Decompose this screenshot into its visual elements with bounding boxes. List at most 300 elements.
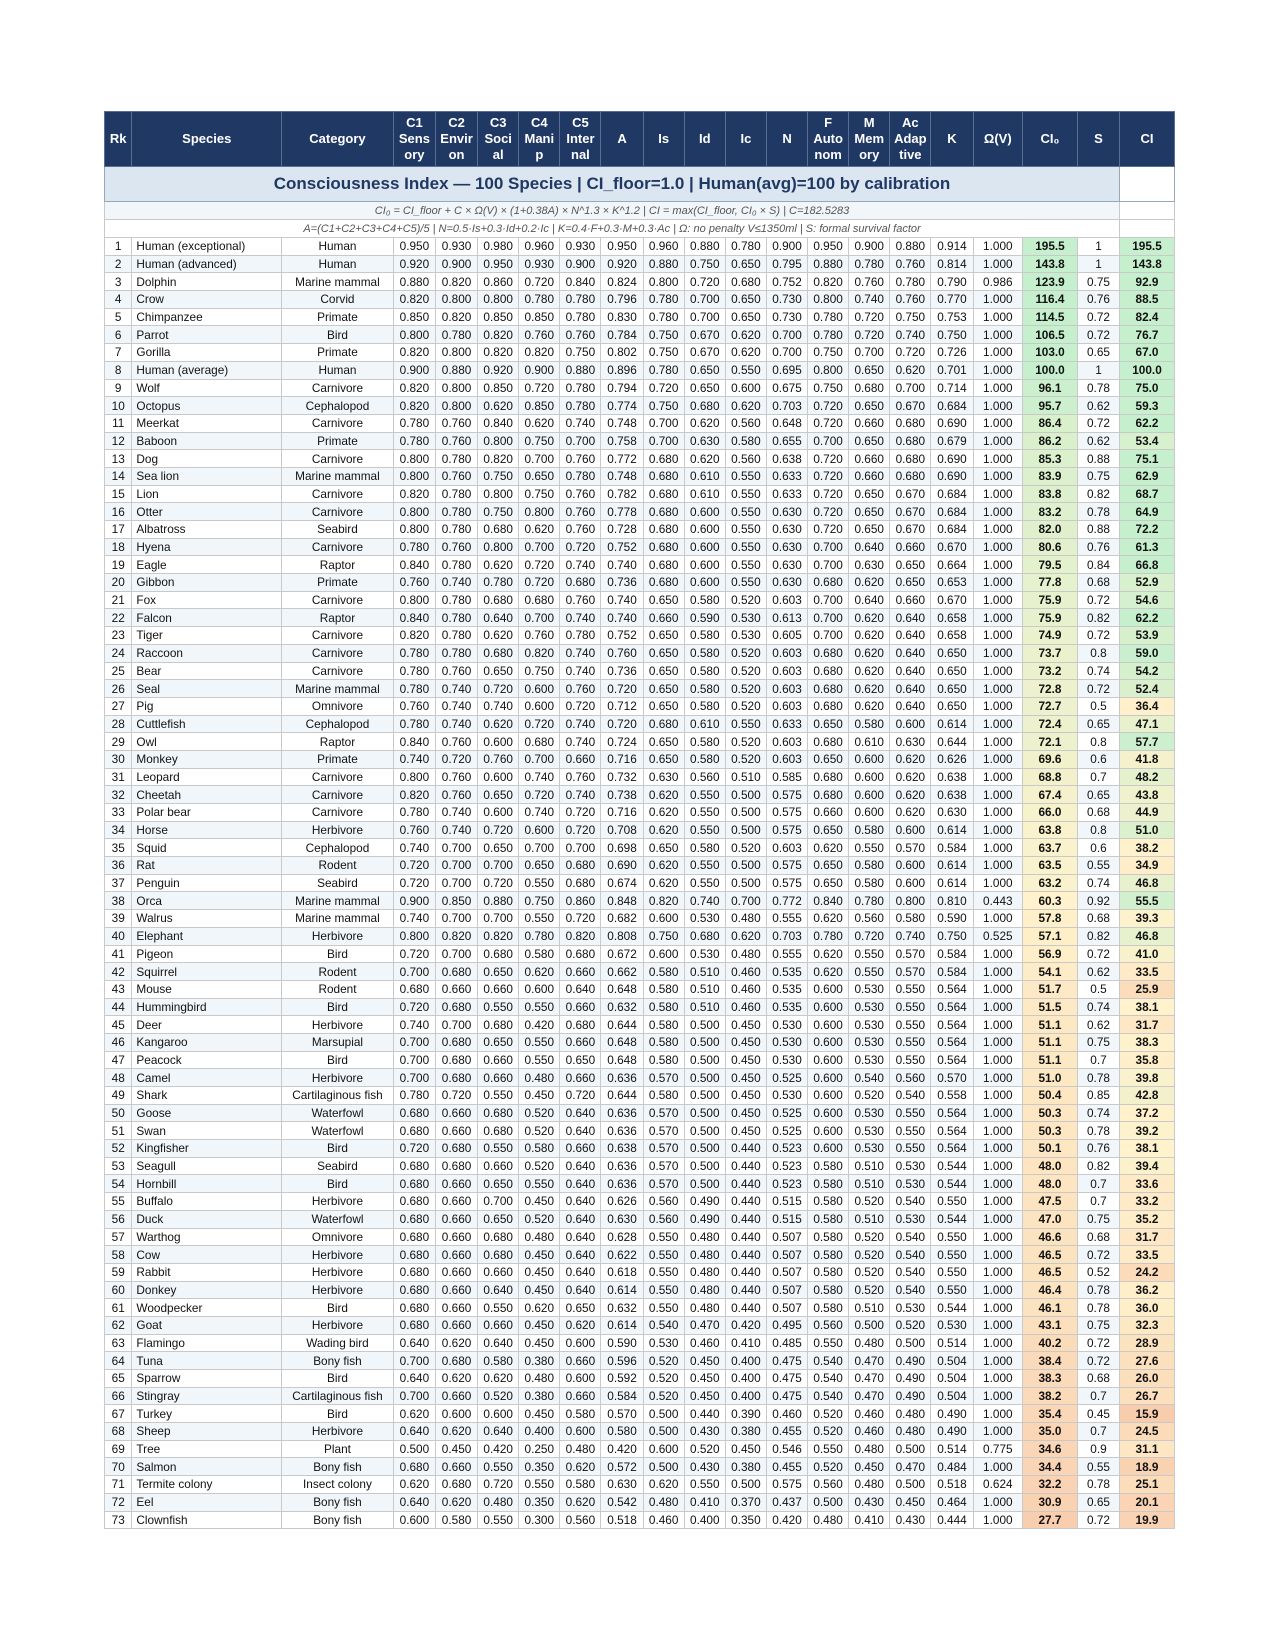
- species-cell[interactable]: Elephant: [132, 927, 282, 945]
- ac-cell[interactable]: 0.740: [890, 927, 931, 945]
- ac-cell[interactable]: 0.550: [890, 1140, 931, 1158]
- a-cell[interactable]: 0.784: [601, 326, 643, 344]
- ic-cell[interactable]: 0.560: [725, 414, 766, 432]
- s-cell[interactable]: 0.72: [1077, 1246, 1119, 1264]
- ci-cell[interactable]: 52.9: [1120, 574, 1175, 592]
- k-cell[interactable]: 0.690: [931, 450, 973, 468]
- is-cell[interactable]: 0.780: [643, 361, 684, 379]
- ic-cell[interactable]: 0.370: [725, 1493, 766, 1511]
- c1-cell[interactable]: 0.800: [393, 768, 435, 786]
- ac-cell[interactable]: 0.530: [890, 1299, 931, 1317]
- category-cell[interactable]: Carnivore: [282, 485, 394, 503]
- ci0-cell[interactable]: 79.5: [1023, 556, 1078, 574]
- c3-cell[interactable]: 0.720: [478, 874, 519, 892]
- n-cell[interactable]: 0.530: [766, 1051, 807, 1069]
- a-cell[interactable]: 0.720: [601, 715, 643, 733]
- a-cell[interactable]: 0.690: [601, 857, 643, 875]
- rank-cell[interactable]: 42: [105, 963, 132, 981]
- n-cell[interactable]: 0.420: [766, 1511, 807, 1529]
- table-row[interactable]: [105, 1476, 1175, 1494]
- k-cell[interactable]: 0.564: [931, 980, 973, 998]
- s-cell[interactable]: 0.7: [1077, 1387, 1119, 1405]
- m-cell[interactable]: 0.680: [849, 379, 890, 397]
- table-row[interactable]: [105, 768, 1175, 786]
- c3-cell[interactable]: 0.980: [478, 238, 519, 256]
- c2-cell[interactable]: 0.760: [435, 432, 477, 450]
- c2-cell[interactable]: 0.760: [435, 662, 477, 680]
- s-cell[interactable]: 0.65: [1077, 1493, 1119, 1511]
- id-cell[interactable]: 0.610: [684, 715, 725, 733]
- is-cell[interactable]: 0.680: [643, 715, 684, 733]
- k-cell[interactable]: 0.658: [931, 627, 973, 645]
- k-cell[interactable]: 0.564: [931, 1122, 973, 1140]
- rank-cell[interactable]: 31: [105, 768, 132, 786]
- f-cell[interactable]: 0.650: [808, 821, 849, 839]
- n-cell[interactable]: 0.630: [766, 503, 807, 521]
- f-cell[interactable]: 0.600: [808, 1016, 849, 1034]
- is-cell[interactable]: 0.540: [643, 1316, 684, 1334]
- omega-cell[interactable]: 1.000: [973, 521, 1023, 539]
- ci0-cell[interactable]: 34.4: [1023, 1458, 1078, 1476]
- id-cell[interactable]: 0.480: [684, 1228, 725, 1246]
- species-cell[interactable]: Monkey: [132, 750, 282, 768]
- c3-cell[interactable]: 0.800: [478, 538, 519, 556]
- species-cell[interactable]: Pigeon: [132, 945, 282, 963]
- species-cell[interactable]: Pig: [132, 697, 282, 715]
- omega-cell[interactable]: 1.000: [973, 1140, 1023, 1158]
- id-cell[interactable]: 0.580: [684, 662, 725, 680]
- n-cell[interactable]: 0.507: [766, 1246, 807, 1264]
- id-cell[interactable]: 0.500: [684, 1069, 725, 1087]
- table-row[interactable]: [105, 1069, 1175, 1087]
- c1-cell[interactable]: 0.700: [393, 963, 435, 981]
- s-cell[interactable]: 0.72: [1077, 308, 1119, 326]
- c5-cell[interactable]: 0.680: [560, 945, 601, 963]
- ci0-cell[interactable]: 57.1: [1023, 927, 1078, 945]
- id-cell[interactable]: 0.880: [684, 238, 725, 256]
- ci-cell[interactable]: 26.0: [1120, 1370, 1175, 1388]
- omega-cell[interactable]: 1.000: [973, 1175, 1023, 1193]
- species-cell[interactable]: Crow: [132, 291, 282, 309]
- k-cell[interactable]: 0.690: [931, 467, 973, 485]
- m-cell[interactable]: 0.740: [849, 291, 890, 309]
- rank-cell[interactable]: 35: [105, 839, 132, 857]
- is-cell[interactable]: 0.570: [643, 1140, 684, 1158]
- column-header[interactable]: C4 Mani p: [519, 112, 560, 167]
- f-cell[interactable]: 0.880: [808, 255, 849, 273]
- m-cell[interactable]: 0.540: [849, 1069, 890, 1087]
- f-cell[interactable]: 0.580: [808, 1281, 849, 1299]
- c4-cell[interactable]: 0.960: [519, 238, 560, 256]
- k-cell[interactable]: 0.750: [931, 326, 973, 344]
- category-cell[interactable]: Carnivore: [282, 414, 394, 432]
- c5-cell[interactable]: 0.580: [560, 1405, 601, 1423]
- c3-cell[interactable]: 0.760: [478, 750, 519, 768]
- c4-cell[interactable]: 0.250: [519, 1440, 560, 1458]
- id-cell[interactable]: 0.700: [684, 291, 725, 309]
- a-cell[interactable]: 0.518: [601, 1511, 643, 1529]
- a-cell[interactable]: 0.772: [601, 450, 643, 468]
- id-cell[interactable]: 0.550: [684, 874, 725, 892]
- rank-cell[interactable]: 29: [105, 733, 132, 751]
- s-cell[interactable]: 0.7: [1077, 768, 1119, 786]
- c2-cell[interactable]: 0.700: [435, 910, 477, 928]
- f-cell[interactable]: 0.720: [808, 450, 849, 468]
- is-cell[interactable]: 0.780: [643, 308, 684, 326]
- ci0-cell[interactable]: 66.0: [1023, 804, 1078, 822]
- omega-cell[interactable]: 1.000: [973, 1423, 1023, 1441]
- species-cell[interactable]: Albatross: [132, 521, 282, 539]
- species-cell[interactable]: Rabbit: [132, 1263, 282, 1281]
- is-cell[interactable]: 0.550: [643, 1246, 684, 1264]
- ci-cell[interactable]: 35.2: [1120, 1210, 1175, 1228]
- ci-cell[interactable]: 59.3: [1120, 397, 1175, 415]
- ic-cell[interactable]: 0.700: [725, 892, 766, 910]
- ci-cell[interactable]: 54.2: [1120, 662, 1175, 680]
- c3-cell[interactable]: 0.660: [478, 1263, 519, 1281]
- category-cell[interactable]: Carnivore: [282, 379, 394, 397]
- s-cell[interactable]: 0.82: [1077, 927, 1119, 945]
- omega-cell[interactable]: 1.000: [973, 1069, 1023, 1087]
- id-cell[interactable]: 0.610: [684, 467, 725, 485]
- n-cell[interactable]: 0.530: [766, 1033, 807, 1051]
- s-cell[interactable]: 0.72: [1077, 414, 1119, 432]
- c1-cell[interactable]: 0.880: [393, 273, 435, 291]
- s-cell[interactable]: 0.72: [1077, 627, 1119, 645]
- k-cell[interactable]: 0.650: [931, 697, 973, 715]
- k-cell[interactable]: 0.814: [931, 255, 973, 273]
- id-cell[interactable]: 0.470: [684, 1316, 725, 1334]
- ic-cell[interactable]: 0.550: [725, 361, 766, 379]
- species-cell[interactable]: Wolf: [132, 379, 282, 397]
- c5-cell[interactable]: 0.880: [560, 361, 601, 379]
- s-cell[interactable]: 0.75: [1077, 467, 1119, 485]
- id-cell[interactable]: 0.500: [684, 1140, 725, 1158]
- n-cell[interactable]: 0.555: [766, 910, 807, 928]
- species-cell[interactable]: Human (average): [132, 361, 282, 379]
- rank-cell[interactable]: 60: [105, 1281, 132, 1299]
- s-cell[interactable]: 0.62: [1077, 1016, 1119, 1034]
- c1-cell[interactable]: 0.640: [393, 1334, 435, 1352]
- ic-cell[interactable]: 0.450: [725, 1104, 766, 1122]
- table-row[interactable]: [105, 521, 1175, 539]
- c5-cell[interactable]: 0.760: [560, 326, 601, 344]
- c5-cell[interactable]: 0.640: [560, 980, 601, 998]
- ic-cell[interactable]: 0.620: [725, 397, 766, 415]
- species-cell[interactable]: Lion: [132, 485, 282, 503]
- c5-cell[interactable]: 0.860: [560, 892, 601, 910]
- a-cell[interactable]: 0.716: [601, 804, 643, 822]
- s-cell[interactable]: 0.84: [1077, 556, 1119, 574]
- ic-cell[interactable]: 0.600: [725, 379, 766, 397]
- c4-cell[interactable]: 0.520: [519, 1104, 560, 1122]
- a-cell[interactable]: 0.740: [601, 556, 643, 574]
- s-cell[interactable]: 0.7: [1077, 1051, 1119, 1069]
- omega-cell[interactable]: 1.000: [973, 326, 1023, 344]
- id-cell[interactable]: 0.480: [684, 1299, 725, 1317]
- c3-cell[interactable]: 0.820: [478, 450, 519, 468]
- s-cell[interactable]: 0.85: [1077, 1087, 1119, 1105]
- ic-cell[interactable]: 0.390: [725, 1405, 766, 1423]
- category-cell[interactable]: Marine mammal: [282, 680, 394, 698]
- c3-cell[interactable]: 0.720: [478, 821, 519, 839]
- ci-cell[interactable]: 75.1: [1120, 450, 1175, 468]
- id-cell[interactable]: 0.550: [684, 821, 725, 839]
- ci0-cell[interactable]: 48.0: [1023, 1157, 1078, 1175]
- s-cell[interactable]: 0.82: [1077, 1157, 1119, 1175]
- species-cell[interactable]: Orca: [132, 892, 282, 910]
- c4-cell[interactable]: 0.800: [519, 503, 560, 521]
- ci0-cell[interactable]: 51.0: [1023, 1069, 1078, 1087]
- k-cell[interactable]: 0.701: [931, 361, 973, 379]
- n-cell[interactable]: 0.603: [766, 644, 807, 662]
- ic-cell[interactable]: 0.520: [725, 662, 766, 680]
- c4-cell[interactable]: 0.550: [519, 998, 560, 1016]
- c2-cell[interactable]: 0.820: [435, 273, 477, 291]
- rank-cell[interactable]: 14: [105, 467, 132, 485]
- c2-cell[interactable]: 0.880: [435, 361, 477, 379]
- k-cell[interactable]: 0.544: [931, 1175, 973, 1193]
- n-cell[interactable]: 0.603: [766, 591, 807, 609]
- category-cell[interactable]: Bird: [282, 1299, 394, 1317]
- ic-cell[interactable]: 0.440: [725, 1246, 766, 1264]
- table-row[interactable]: [105, 1352, 1175, 1370]
- omega-cell[interactable]: 1.000: [973, 1263, 1023, 1281]
- c1-cell[interactable]: 0.760: [393, 821, 435, 839]
- omega-cell[interactable]: 1.000: [973, 821, 1023, 839]
- f-cell[interactable]: 0.680: [808, 768, 849, 786]
- ac-cell[interactable]: 0.550: [890, 998, 931, 1016]
- s-cell[interactable]: 0.78: [1077, 1122, 1119, 1140]
- omega-cell[interactable]: 1.000: [973, 1210, 1023, 1228]
- c5-cell[interactable]: 0.740: [560, 609, 601, 627]
- a-cell[interactable]: 0.592: [601, 1370, 643, 1388]
- ci-cell[interactable]: 27.6: [1120, 1352, 1175, 1370]
- category-cell[interactable]: Cephalopod: [282, 715, 394, 733]
- c3-cell[interactable]: 0.680: [478, 1016, 519, 1034]
- s-cell[interactable]: 0.75: [1077, 1210, 1119, 1228]
- c2-cell[interactable]: 0.660: [435, 1316, 477, 1334]
- ac-cell[interactable]: 0.570: [890, 945, 931, 963]
- a-cell[interactable]: 0.748: [601, 467, 643, 485]
- c4-cell[interactable]: 0.750: [519, 485, 560, 503]
- c2-cell[interactable]: 0.450: [435, 1440, 477, 1458]
- species-cell[interactable]: Penguin: [132, 874, 282, 892]
- ci0-cell[interactable]: 47.5: [1023, 1193, 1078, 1211]
- k-cell[interactable]: 0.550: [931, 1281, 973, 1299]
- ci0-cell[interactable]: 72.8: [1023, 680, 1078, 698]
- c3-cell[interactable]: 0.620: [478, 627, 519, 645]
- rank-cell[interactable]: 70: [105, 1458, 132, 1476]
- c3-cell[interactable]: 0.520: [478, 1387, 519, 1405]
- a-cell[interactable]: 0.736: [601, 662, 643, 680]
- ic-cell[interactable]: 0.440: [725, 1157, 766, 1175]
- a-cell[interactable]: 0.596: [601, 1352, 643, 1370]
- c4-cell[interactable]: 0.450: [519, 1281, 560, 1299]
- ci-cell[interactable]: 39.4: [1120, 1157, 1175, 1175]
- c4-cell[interactable]: 0.480: [519, 1069, 560, 1087]
- ac-cell[interactable]: 0.570: [890, 839, 931, 857]
- c3-cell[interactable]: 0.680: [478, 1246, 519, 1264]
- ci-cell[interactable]: 20.1: [1120, 1493, 1175, 1511]
- c1-cell[interactable]: 0.720: [393, 998, 435, 1016]
- m-cell[interactable]: 0.550: [849, 945, 890, 963]
- a-cell[interactable]: 0.720: [601, 680, 643, 698]
- is-cell[interactable]: 0.570: [643, 1069, 684, 1087]
- ci-cell[interactable]: 92.9: [1120, 273, 1175, 291]
- c5-cell[interactable]: 0.900: [560, 255, 601, 273]
- a-cell[interactable]: 0.712: [601, 697, 643, 715]
- table-row[interactable]: [105, 503, 1175, 521]
- omega-cell[interactable]: 1.000: [973, 1281, 1023, 1299]
- c2-cell[interactable]: 0.600: [435, 1405, 477, 1423]
- ci-cell[interactable]: 15.9: [1120, 1405, 1175, 1423]
- m-cell[interactable]: 0.620: [849, 697, 890, 715]
- species-cell[interactable]: Gibbon: [132, 574, 282, 592]
- id-cell[interactable]: 0.580: [684, 680, 725, 698]
- ac-cell[interactable]: 0.570: [890, 963, 931, 981]
- omega-cell[interactable]: 0.525: [973, 927, 1023, 945]
- is-cell[interactable]: 0.550: [643, 1228, 684, 1246]
- is-cell[interactable]: 0.750: [643, 397, 684, 415]
- ci-cell[interactable]: 100.0: [1120, 361, 1175, 379]
- ac-cell[interactable]: 0.670: [890, 503, 931, 521]
- ci-cell[interactable]: 55.5: [1120, 892, 1175, 910]
- f-cell[interactable]: 0.560: [808, 1316, 849, 1334]
- ci-cell[interactable]: 82.4: [1120, 308, 1175, 326]
- id-cell[interactable]: 0.680: [684, 397, 725, 415]
- table-row[interactable]: [105, 1299, 1175, 1317]
- f-cell[interactable]: 0.680: [808, 786, 849, 804]
- ci-cell[interactable]: 37.2: [1120, 1104, 1175, 1122]
- m-cell[interactable]: 0.550: [849, 839, 890, 857]
- s-cell[interactable]: 0.82: [1077, 609, 1119, 627]
- c1-cell[interactable]: 0.780: [393, 662, 435, 680]
- table-row[interactable]: [105, 839, 1175, 857]
- a-cell[interactable]: 0.636: [601, 1069, 643, 1087]
- s-cell[interactable]: 0.5: [1077, 697, 1119, 715]
- c5-cell[interactable]: 0.780: [560, 379, 601, 397]
- c5-cell[interactable]: 0.720: [560, 538, 601, 556]
- rank-cell[interactable]: 25: [105, 662, 132, 680]
- id-cell[interactable]: 0.480: [684, 1263, 725, 1281]
- species-cell[interactable]: Human (exceptional): [132, 238, 282, 256]
- a-cell[interactable]: 0.572: [601, 1458, 643, 1476]
- c5-cell[interactable]: 0.720: [560, 1087, 601, 1105]
- n-cell[interactable]: 0.575: [766, 874, 807, 892]
- ci0-cell[interactable]: 35.4: [1023, 1405, 1078, 1423]
- n-cell[interactable]: 0.455: [766, 1458, 807, 1476]
- is-cell[interactable]: 0.650: [643, 591, 684, 609]
- rank-cell[interactable]: 28: [105, 715, 132, 733]
- rank-cell[interactable]: 24: [105, 644, 132, 662]
- ci0-cell[interactable]: 30.9: [1023, 1493, 1078, 1511]
- n-cell[interactable]: 0.475: [766, 1352, 807, 1370]
- species-cell[interactable]: Kangaroo: [132, 1033, 282, 1051]
- c1-cell[interactable]: 0.680: [393, 1299, 435, 1317]
- table-row[interactable]: [105, 1387, 1175, 1405]
- omega-cell[interactable]: 0.986: [973, 273, 1023, 291]
- c1-cell[interactable]: 0.680: [393, 1193, 435, 1211]
- id-cell[interactable]: 0.580: [684, 733, 725, 751]
- s-cell[interactable]: 0.68: [1077, 910, 1119, 928]
- is-cell[interactable]: 0.620: [643, 874, 684, 892]
- id-cell[interactable]: 0.580: [684, 627, 725, 645]
- category-cell[interactable]: Carnivore: [282, 804, 394, 822]
- c2-cell[interactable]: 0.780: [435, 591, 477, 609]
- a-cell[interactable]: 0.648: [601, 1033, 643, 1051]
- s-cell[interactable]: 1: [1077, 238, 1119, 256]
- k-cell[interactable]: 0.750: [931, 927, 973, 945]
- ic-cell[interactable]: 0.550: [725, 467, 766, 485]
- omega-cell[interactable]: 1.000: [973, 1352, 1023, 1370]
- ci0-cell[interactable]: 100.0: [1023, 361, 1078, 379]
- c4-cell[interactable]: 0.620: [519, 1299, 560, 1317]
- omega-cell[interactable]: 1.000: [973, 1370, 1023, 1388]
- ac-cell[interactable]: 0.670: [890, 397, 931, 415]
- ci0-cell[interactable]: 34.6: [1023, 1440, 1078, 1458]
- a-cell[interactable]: 0.632: [601, 1299, 643, 1317]
- category-cell[interactable]: Cephalopod: [282, 839, 394, 857]
- f-cell[interactable]: 0.700: [808, 609, 849, 627]
- table-row[interactable]: [105, 326, 1175, 344]
- c1-cell[interactable]: 0.760: [393, 574, 435, 592]
- n-cell[interactable]: 0.633: [766, 467, 807, 485]
- ci0-cell[interactable]: 38.2: [1023, 1387, 1078, 1405]
- species-cell[interactable]: Kingfisher: [132, 1140, 282, 1158]
- c1-cell[interactable]: 0.820: [393, 291, 435, 309]
- species-cell[interactable]: Deer: [132, 1016, 282, 1034]
- species-cell[interactable]: Eagle: [132, 556, 282, 574]
- ic-cell[interactable]: 0.550: [725, 538, 766, 556]
- rank-cell[interactable]: 2: [105, 255, 132, 273]
- ci0-cell[interactable]: 123.9: [1023, 273, 1078, 291]
- c2-cell[interactable]: 0.660: [435, 1193, 477, 1211]
- table-row[interactable]: [105, 1157, 1175, 1175]
- table-row[interactable]: [105, 910, 1175, 928]
- a-cell[interactable]: 0.590: [601, 1334, 643, 1352]
- c3-cell[interactable]: 0.850: [478, 379, 519, 397]
- omega-cell[interactable]: 1.000: [973, 874, 1023, 892]
- ci-cell[interactable]: 62.2: [1120, 414, 1175, 432]
- c3-cell[interactable]: 0.860: [478, 273, 519, 291]
- is-cell[interactable]: 0.500: [643, 1405, 684, 1423]
- ac-cell[interactable]: 0.740: [890, 326, 931, 344]
- ac-cell[interactable]: 0.780: [890, 273, 931, 291]
- c4-cell[interactable]: 0.760: [519, 326, 560, 344]
- a-cell[interactable]: 0.632: [601, 998, 643, 1016]
- k-cell[interactable]: 0.753: [931, 308, 973, 326]
- c4-cell[interactable]: 0.350: [519, 1458, 560, 1476]
- k-cell[interactable]: 0.550: [931, 1193, 973, 1211]
- ac-cell[interactable]: 0.620: [890, 804, 931, 822]
- ic-cell[interactable]: 0.530: [725, 609, 766, 627]
- omega-cell[interactable]: 1.000: [973, 467, 1023, 485]
- n-cell[interactable]: 0.523: [766, 1175, 807, 1193]
- category-cell[interactable]: Bird: [282, 1370, 394, 1388]
- column-header[interactable]: Ac Adap tive: [890, 112, 931, 167]
- ci-cell[interactable]: 61.3: [1120, 538, 1175, 556]
- m-cell[interactable]: 0.650: [849, 503, 890, 521]
- c1-cell[interactable]: 0.680: [393, 1157, 435, 1175]
- species-cell[interactable]: Hummingbird: [132, 998, 282, 1016]
- s-cell[interactable]: 0.72: [1077, 326, 1119, 344]
- table-row[interactable]: [105, 591, 1175, 609]
- rank-cell[interactable]: 68: [105, 1423, 132, 1441]
- c1-cell[interactable]: 0.640: [393, 1370, 435, 1388]
- f-cell[interactable]: 0.650: [808, 857, 849, 875]
- omega-cell[interactable]: 1.000: [973, 1316, 1023, 1334]
